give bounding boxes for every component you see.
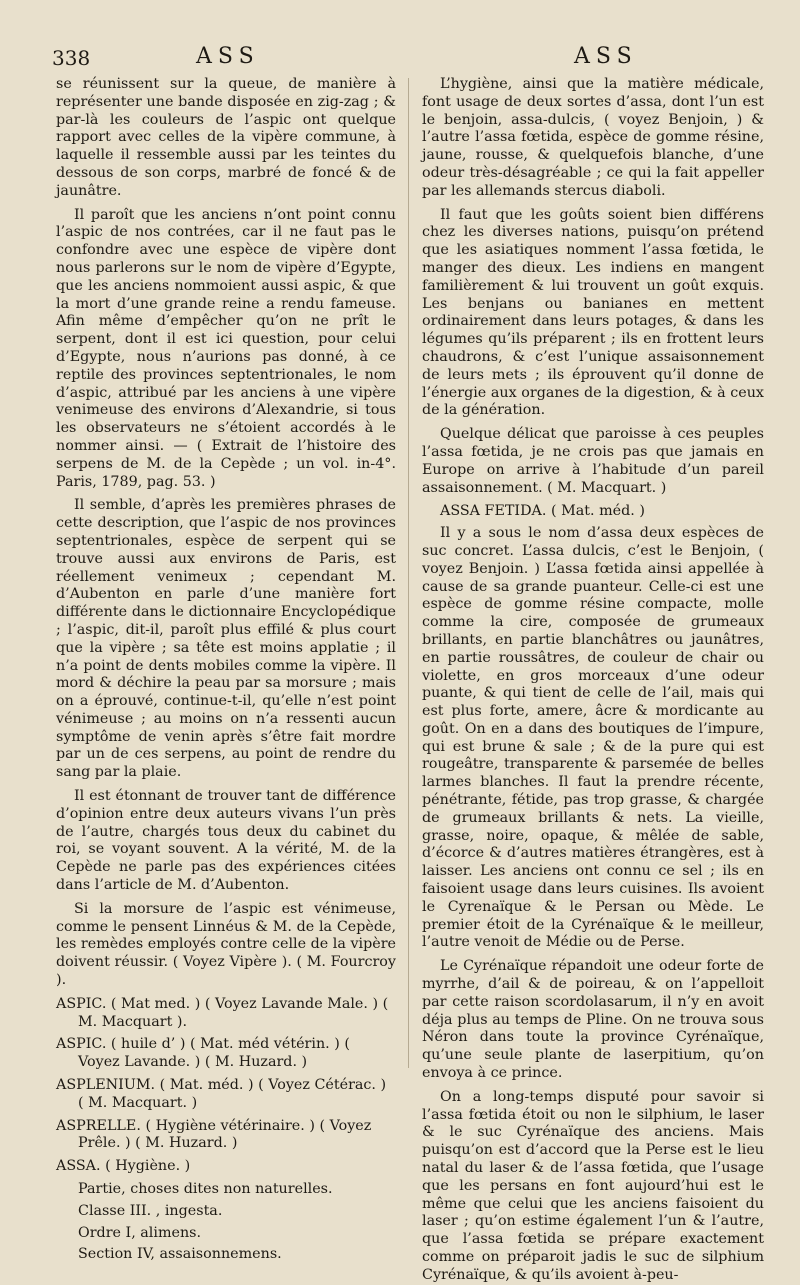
dictionary-entry: ASPIC. ( Mat med. ) ( Voyez Lavande Male. ) ( M. Macquart ). bbox=[56, 995, 389, 1030]
page-header bbox=[0, 40, 800, 74]
classification-line: Classe III. , ingesta. bbox=[78, 1202, 223, 1219]
page-number: 338 bbox=[52, 46, 91, 70]
paragraph: Il semble, d’après les premières phrases de cette description, que l’aspic de nos provinces septentrionales, espèce de serpent qui se trouve aussi aux environs de Paris, est réellement venimeux ; cependant M. d’Aubenton en parle d’une manière fort différente dans le dictionnaire Encyclopédique ; l’aspic, dit-il, paroît plus effilé & plus court que la vipère ; sa tête est moins applatie ; il n’a point de dents mobiles comme la vipère. Il mord & déchire la peau par sa morsure ; mais on a éprouvé, continue-t-il, qu’elle n’est point vénimeuse ; au moins on n’a ressenti aucun symptôme de venin après s’être fait mordre par un de ces serpens, au point de rendre du sang par la plaie. bbox=[56, 497, 396, 781]
paragraph: Il est étonnant de trouver tant de différence d’opinion entre deux auteurs vivans l’un près de l’autre, chargés tous deux du cabinet du roi, se voyant souvent. A la vérité, M. de la Cepède ne parle pas des expériences citées dans l’article de M. d’Aubenton. bbox=[56, 788, 396, 894]
paragraph: Le Cyrénaïque répandoit une odeur forte de myrrhe, d’ail & de poireau, & on l’appelloit par cette raison scordolasarum, il n’y en avoit déja plus au temps de Pline. On ne trouva sous Néron dans toute la province Cyrénaïque, qu’une seule plante de laserpitium, qu’on envoya à ce prince. bbox=[422, 958, 764, 1082]
running-head-right: ASS bbox=[574, 44, 638, 69]
column-divider bbox=[408, 78, 409, 1068]
left-column bbox=[56, 76, 396, 1263]
paragraph: L’hygiène, ainsi que la matière médicale, font usage de deux sortes d’assa, dont l’un est le benjoin, assa-dulcis, ( voyez Benjoin, ) & l’autre l’assa fœtida, espèce de gomme résine, jaune, rousse, & quelquefois blanche, d’une odeur très-désagréable ; ce qui la fait appeller par les allemands stercus diaboli. bbox=[422, 76, 764, 199]
classification-line: Ordre I, alimens. bbox=[78, 1224, 202, 1241]
paragraph: Si la morsure de l’aspic est vénimeuse, comme le pensent Linnéus & M. de la Cepède, les remèdes employés contre celle de la vipère doivent réussir. ( Voyez Vipère ). ( M. Fourcroy ). bbox=[56, 900, 396, 989]
dictionary-entry: ASPLENIUM. ( Mat. méd. ) ( Voyez Cétérac. ) ( M. Macquart. ) bbox=[56, 1077, 387, 1111]
right-column bbox=[422, 76, 764, 1283]
dictionary-entry: ASPRELLE. ( Hygiène vétérinaire. ) ( Voyez Prêle. ) ( M. Huzard. ) bbox=[56, 1117, 372, 1152]
paragraph: On a long-temps disputé pour savoir si l’assa fœtida étoit ou non le silphium, le laser & le suc Cyrénaïque des anciens. Mais puisqu’on est d’accord que la Perse est le lieu natal du laser & de l’assa fœtida, que l’usage que les persans en font aujourd’hui est le même que celui que les anciens faisoient du laser ; qu’on estime également l’un & l’autre, que l’assa fœtida se prépare exactement comme on préparoit jadis le suc de silphium Cyrénaïque, & qu’ils avoient à-peu- bbox=[422, 1088, 764, 1283]
paragraph: Il paroît que les anciens n’ont point connu l’aspic de nos contrées, car il ne faut pas le confondre avec une espèce de vipère dont nous parlerons sur le nom de vipère d’Egypte, que les anciens nommoient aussi aspic, & que la mort d’une grande reine a rendu fameuse. Afin même d’empêcher qu’on ne prît le serpent, dont il est ici question, pour celui d’Egypte, nous n’aurions pas donné, à ce reptile des provinces septentrionales, le nom d’aspic, attribué par les anciens à une vipère venimeuse des environs d’Alexandrie, si tous les observateurs ne s’étoient accordés à le nommer ainsi. — ( Extrait de l’histoire des serpens de M. de la Cepède ; un vol. in-4°. Paris, 1789, pag. 53. ) bbox=[56, 206, 396, 490]
dictionary-entry: ASPIC. ( huile d’ ) ( Mat. méd vétérin. ) ( Voyez Lavande. ) ( M. Huzard. ) bbox=[56, 1036, 350, 1071]
paragraph: Il faut que les goûts soient bien différens chez les diverses nations, puisqu’on prétend que les asiatiques nomment l’assa fœtida, le manger des dieux. Les indiens en mangent familièrement & lui trouvent un goût exquis. Les benjans ou banianes en mettent ordinairement dans leurs potages, & dans les légumes qu’ils préparent ; ils en frottent leurs chaudrons, & c’est l’unique assaisonnement de leurs mets ; ils éprouvent qu’il donne de l’énergie aux organes de la digestion, & à ceux de la génération. bbox=[422, 206, 764, 419]
paragraph: se réunissent sur la queue, de manière à représenter une bande disposée en zig-zag ; & par-là les couleurs de l’aspic ont quelque rapport avec celles de la vipère commune, à laquelle il ressemble aussi par les teintes du dessous de son corps, marbré de foncé & de jaunâtre. bbox=[56, 76, 396, 199]
dictionary-entry: ASSA. ( Hygiène. ) bbox=[56, 1158, 191, 1175]
entry-heading: ASSA FETIDA. ( Mat. méd. ) bbox=[440, 503, 645, 520]
classification-line: Partie, choses dites non naturelles. bbox=[78, 1181, 333, 1198]
paragraph: Il y a sous le nom d’assa deux espèces de suc concret. L’assa dulcis, c’est le Benjoin, ( voyez Benjoin. ) L’assa fœtida ainsi appellée à cause de sa grande puanteur. Celle-ci est une espèce de gomme résine compacte, molle comme la cire, composée de grumeaux brillants, en partie blanchâtres ou jaunâtres, en partie roussâtres, de couleur de chair ou violette, en gros morceaux d’une odeur puante, & qui tient de celle de l’ail, mais qui est plus forte, amere, âcre & mordicante au goût. On en a dans des boutiques de l’impure, qui est brune & sale ; & de la pure qui est rougeâtre, transparente & parsemée de belles larmes blanches. Il faut la prendre récente, pénétrante, fétide, pas trop grasse, & chargée de grumeaux brillants & nets. La vieille, grasse, noire, opaque, & mêlée de sable, d’écorce & d’autres matières étrangères, est à laisser. Les anciens ont connu ce sel ; ils en faisoient usage dans leurs cuisines. Ils avoient le Cyrenaïque & le Persan ou Mède. Le premier étoit de la Cyrénaïque & le meilleur, l’autre venoit de Médie ou de Perse. bbox=[422, 525, 764, 951]
classification-line: Section IV, assaisonnemens. bbox=[78, 1246, 282, 1263]
paragraph: Quelque délicat que paroisse à ces peuples l’assa fœtida, je ne crois pas que jamais en Europe on arrive à l’habitude d’un pareil assaisonnement. ( M. Macquart. ) bbox=[422, 426, 764, 496]
running-head-left: ASS bbox=[196, 44, 260, 69]
